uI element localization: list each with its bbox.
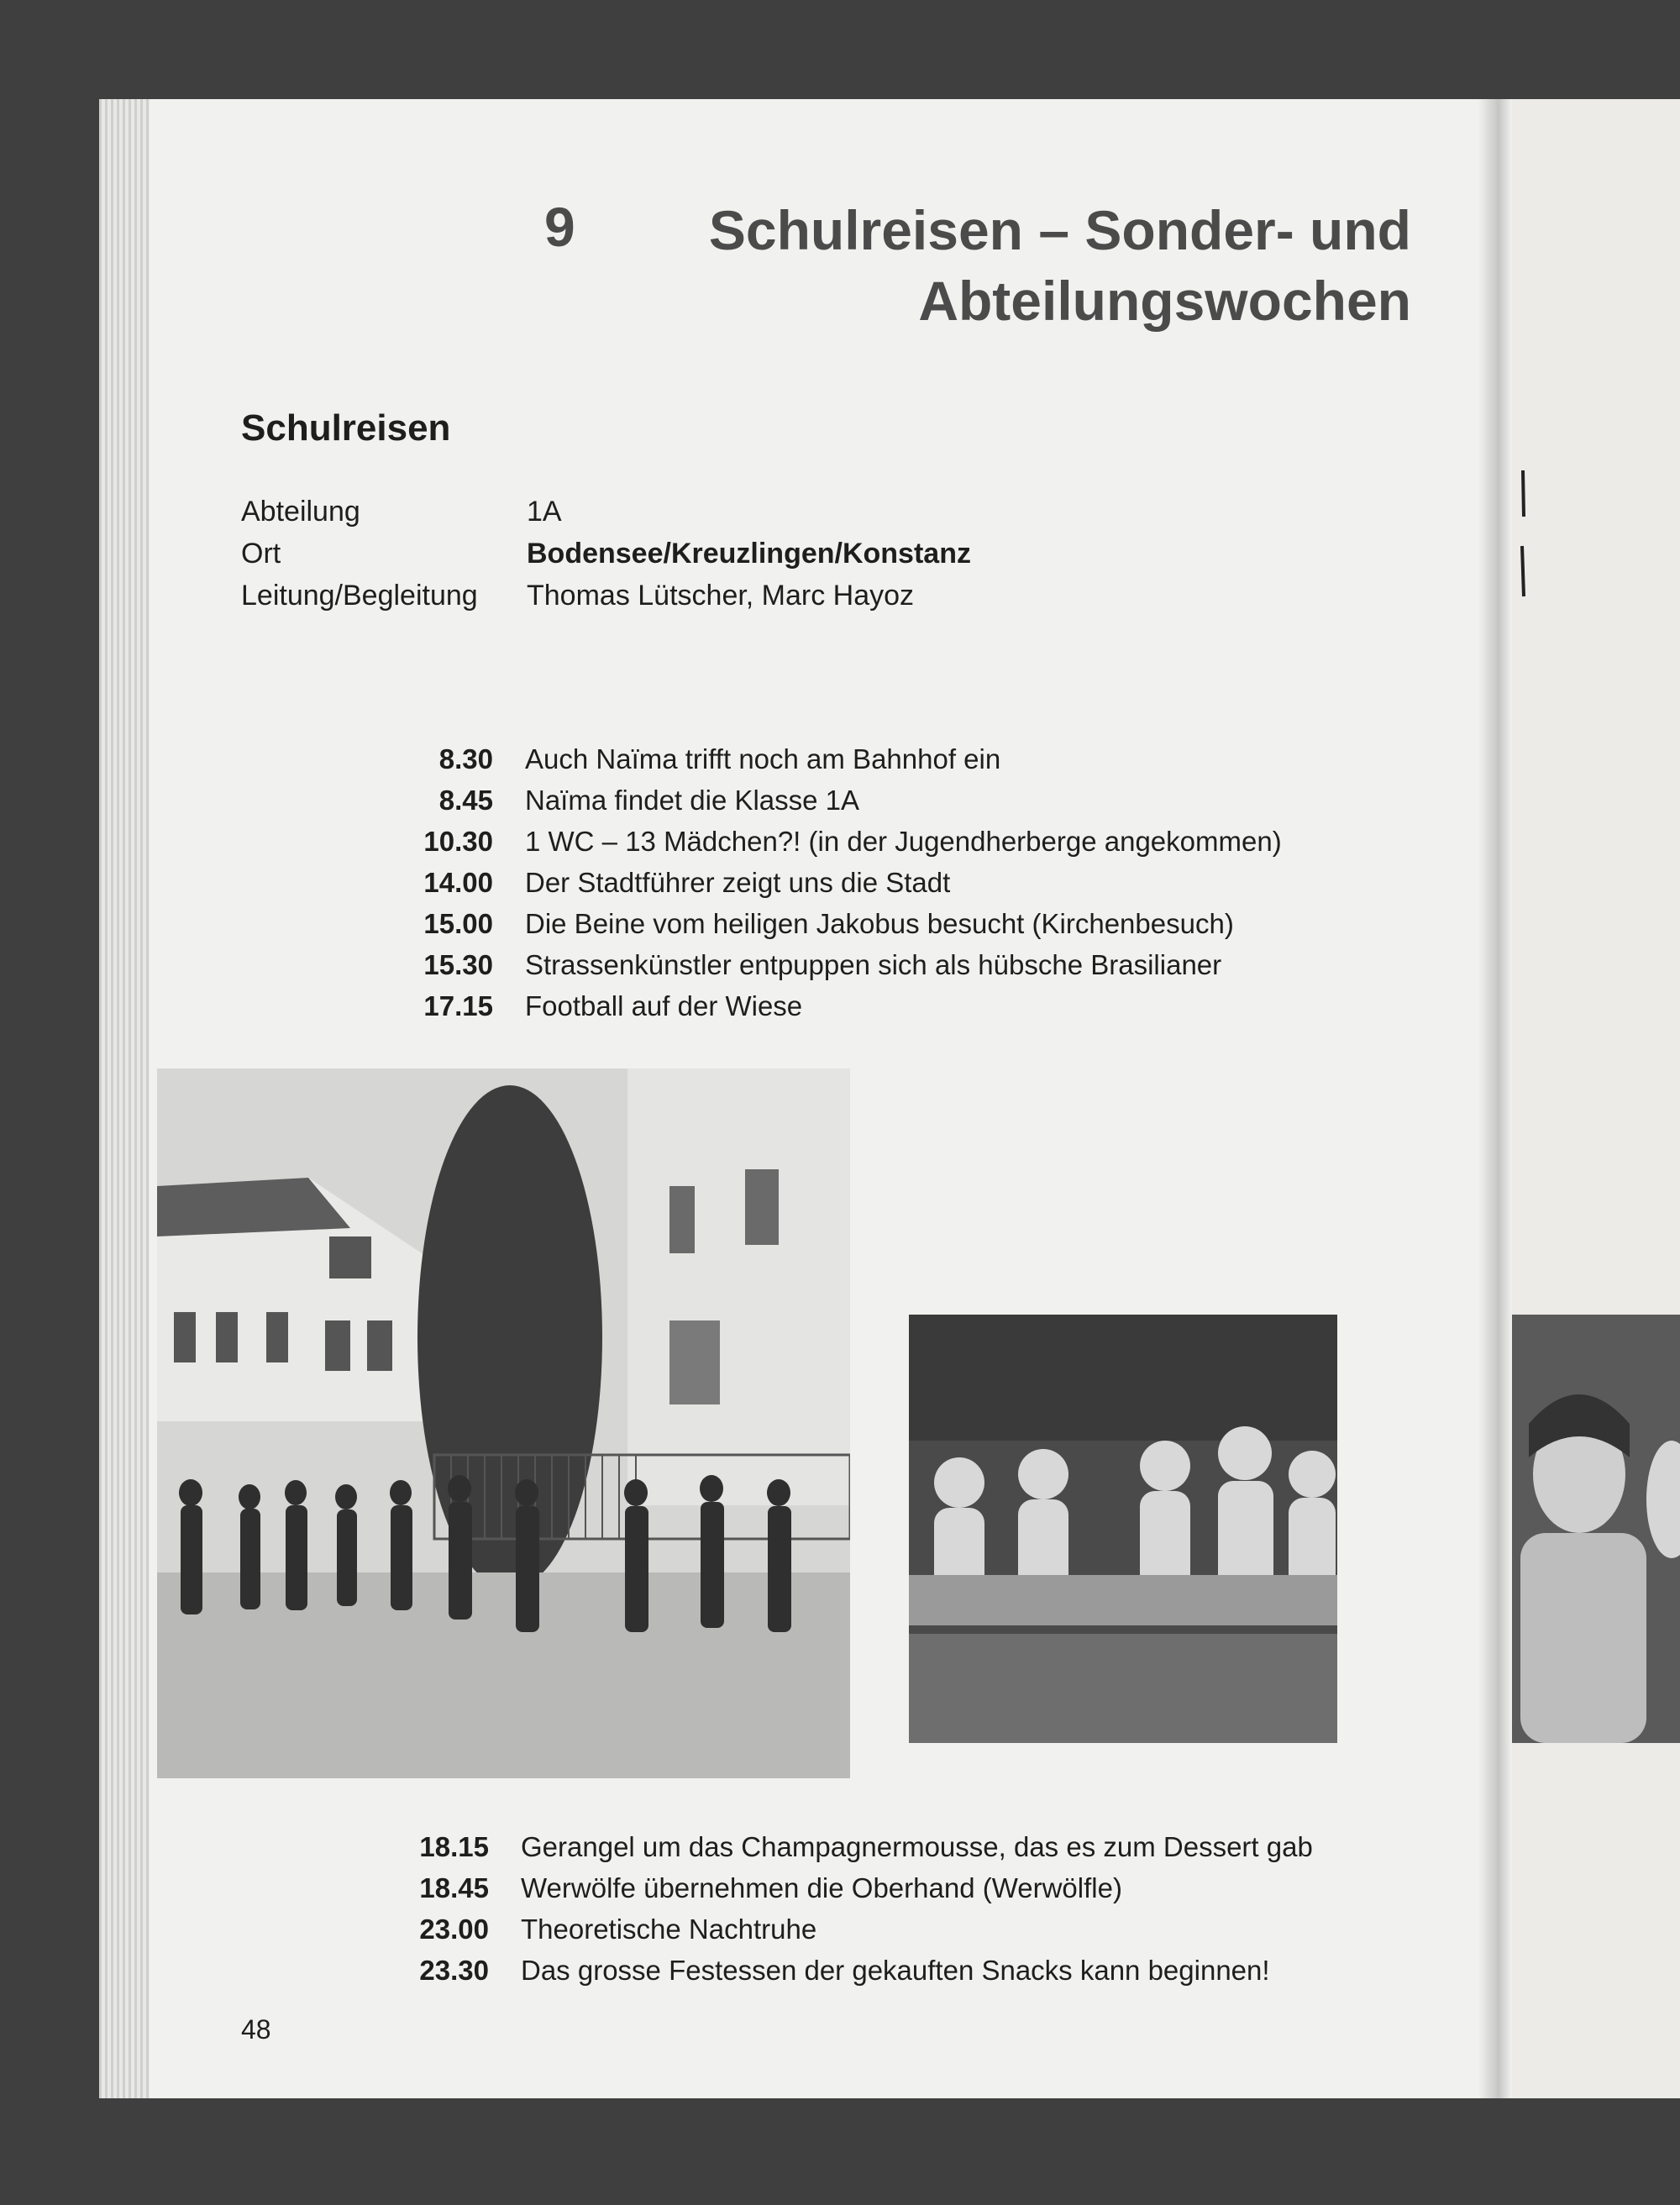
chapter-title [571,195,1411,336]
schedule-event: Football auf der Wiese [525,990,803,1021]
schedule-event: Das grosse Festessen der gekauften Snacks kann beginnen! [521,1955,1270,1986]
schedule-event: Theoretische Nachtruhe [521,1914,817,1945]
schedule-time: 8.30 [438,743,493,774]
schedule-event: Die Beine vom heiligen Jakobus besucht (Kirchenbesuch) [525,908,1234,939]
info-value: Bodensee/Kreuzlingen/Konstanz [527,538,971,570]
schedule-time: 15.30 [423,949,493,980]
pen-mark [1519,466,1527,601]
info-key: Leitung/Begleitung [241,580,478,612]
schedule-time: 17.15 [423,990,493,1021]
section-title: Schulreisen [241,407,451,449]
page-edge-stack [99,99,150,2098]
schedule-time: 18.15 [419,1831,489,1862]
info-value: Thomas Lütscher, Marc Hayoz [527,580,915,612]
schedule-time: 23.30 [419,1955,489,1986]
info-value: 1A [527,496,562,528]
schedule-event: 1 WC – 13 Mädchen?! (in der Jugendherberge angekommen) [525,826,1282,857]
schedule-event: Strassenkünstler entpuppen sich als hübsche Brasilianer [525,949,1222,980]
facing-page [1512,99,1680,2098]
chapter-title-line-2: Abteilungswochen [918,270,1411,332]
info-key: Abteilung [241,496,360,528]
schedule-event: Gerangel um das Champagnermousse, das es zum Dessert gab [521,1831,1313,1862]
photo-facing-page-drawing [1512,1315,1680,1743]
schedule-event: Naïma findet die Klasse 1A [525,785,860,816]
page-number: 48 [241,2014,271,2045]
photo-students-table [909,1315,1337,1743]
schedule-time: 10.30 [423,826,493,857]
photo-group-church [157,1068,850,1778]
page-gutter [1478,99,1512,2098]
photo-students-table-drawing [909,1315,1337,1743]
schedule-event: Der Stadtführer zeigt uns die Stadt [525,867,951,898]
photo-group-church-drawing [157,1068,850,1778]
schedule-time: 23.00 [419,1914,489,1945]
chapter-number: 9 [544,196,575,258]
info-key: Ort [241,538,281,570]
photo-facing-page [1512,1315,1680,1743]
schedule-event: Auch Naïma trifft noch am Bahnhof ein [525,743,1001,774]
schedule-time: 8.45 [438,785,493,816]
schedule-time: 14.00 [423,867,493,898]
schedule-event: Werwölfe übernehmen die Oberhand (Werwölfle) [521,1872,1122,1903]
schedule-time: 18.45 [419,1872,489,1903]
chapter-title-line-1: Schulreisen – Sonder- und [708,199,1411,261]
schedule-time: 15.00 [423,908,493,939]
